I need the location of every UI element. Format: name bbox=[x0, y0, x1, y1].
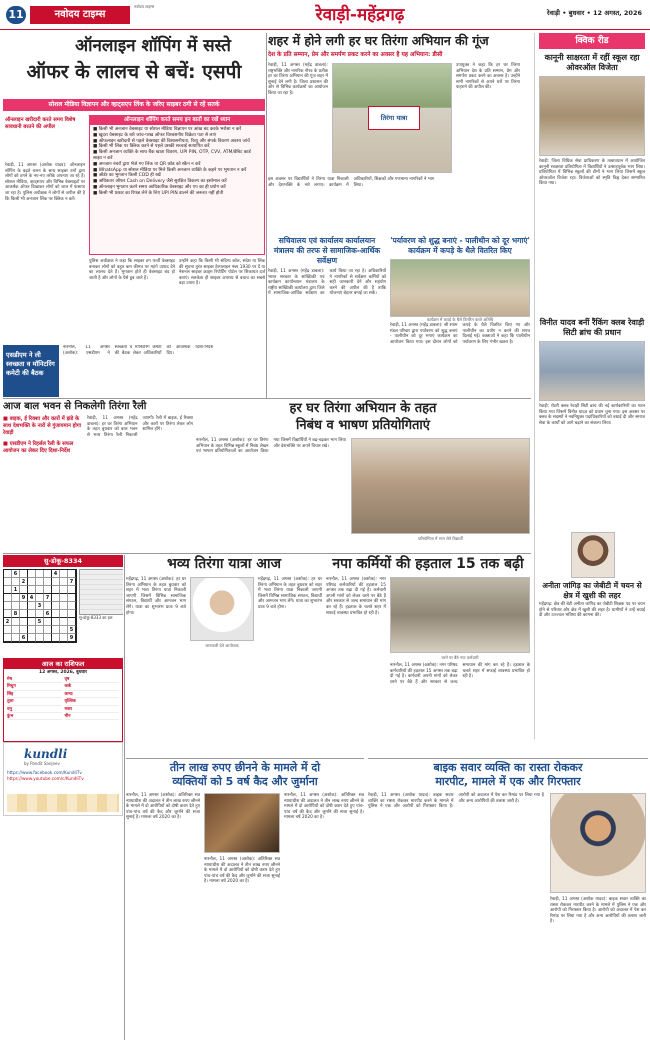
sudoku-cell[interactable] bbox=[36, 594, 44, 602]
sudoku-cell[interactable] bbox=[20, 570, 28, 578]
masthead-date: रेवाड़ी • बुधवार • 12 अगस्त, 2026 bbox=[546, 9, 642, 17]
essay-photo bbox=[351, 438, 530, 534]
masthead-sub: नवोदय टाइम्स bbox=[134, 4, 155, 9]
horoscope-sign: मिथुन bbox=[7, 684, 62, 690]
cloth-bag-text: रेवाड़ी, 11 अगस्त (महेंद्र डाबला): श्री श्याम मंडल परिवार द्वारा पर्यावरण को शुद्ध बनाएं - पालीथीन को दूर भगाएं कार्यक्रम का आयोजन किया गया। इस दौरान लोगों को कपड़े के थैले वितरित किए गए और पालीथीन का प्रयोग न करने की शपथ दिलाई गई। वक्ताओं ने कहा कि पालीथीन पर्यावरण के लिए गंभीर खतरा है। bbox=[390, 323, 530, 345]
sudoku-cell[interactable] bbox=[52, 610, 60, 618]
quick-read-text-1: रेवाड़ी: जिला विधिक सेवा प्राधिकरण के तत्वावधान में आयोजित कानूनी साक्षरता प्रतियोगिता में विद्यार्थियों ने उत्साहपूर्वक भाग लिया। प्रतियोगिता में विभिन्न स्कूलों की टीमों ने भाग लिया जिसमें स्कूल ओवरऑल विजेता रहा। विजेताओं को स्मृति चिह्न देकर सम्मानित किया गया। bbox=[539, 159, 645, 187]
sudoku-cell[interactable] bbox=[28, 634, 36, 642]
sdm-meeting-headline: एसडीएम ने ली स्वच्छता व मॉनिटरिंग कमेटी की बैठक bbox=[3, 345, 59, 397]
sudoku-cell[interactable]: 9 bbox=[20, 594, 28, 602]
sudoku-solution-grid bbox=[79, 569, 123, 615]
sudoku-cell[interactable]: 8 bbox=[12, 610, 20, 618]
yatra-text-2: महेंद्रगढ़, 11 अगस्त (अशोक): हर घर तिरंगा अभियान के तहत बुधवार को शहर में भव्य तिरंगा यात्रा निकाली जाएगी जिसमें विभिन्न सामाजिक संगठन, विद्यार्थी और आमजन भाग लेंगे। यात्रा का शुभारंभ प्रातः 9 बजे होगा। bbox=[258, 577, 322, 610]
sdm-meeting-story bbox=[3, 345, 265, 397]
yatra-text-1: महेंद्रगढ़, 11 अगस्त (अशोक): हर घर तिरंगा अभियान के तहत बुधवार को शहर में भव्य तिरंगा यात्रा निकाली जाएगी जिसमें विभिन्न सामाजिक संगठन, विद्यार्थी और आमजन भाग लेंगे। यात्रा का शुभारंभ प्रातः 9 बजे होगा। bbox=[126, 577, 186, 616]
page-number-badge: 11 bbox=[6, 6, 26, 24]
section-rule bbox=[3, 553, 531, 554]
tiranga-text-c: इस अवसर पर विद्यार्थियों ने तिरंगा यात्रा निकाली और देशभक्ति के नारे लगाए। कार्यक्रम में अधिकारियों, शिक्षकों और गणमान्य नागरिकों ने भाग लिया। bbox=[268, 177, 435, 188]
tip-item: ■ ऑनलाइन भुगतान करने समय आधिकारिक वेबसाइट और एप का ही प्रयोग करें bbox=[93, 184, 226, 190]
sudoku-cell[interactable]: 7 bbox=[44, 594, 52, 602]
sudoku-cell[interactable] bbox=[52, 626, 60, 634]
column-rule bbox=[124, 555, 125, 1040]
quick-read-headline-1: कानूनी साक्षरता में रहीं स्कूल रहा ओवरऑल विजेता bbox=[544, 53, 640, 72]
quick-read-text-3: महेंद्रगढ़: क्षेत्र की बेटी अनीता जांगिड़ का जेबीटी शिक्षक पद पर चयन होने से परिवार और क्षेत्र में खुशी की लहर है। ग्रामीणों ने उन्हें बधाई दी और उज्ज्वल भविष्य की कामना की। bbox=[539, 602, 645, 619]
horoscope-sign: कन्या bbox=[65, 692, 120, 698]
sudoku-cell[interactable] bbox=[68, 618, 76, 626]
tip-item: ■ ऑर्डर का भुगतान किसी COD ही रखें bbox=[93, 173, 161, 179]
sudoku-cell[interactable] bbox=[4, 610, 12, 618]
survey-headline: सचिवालय एवं कार्यालय कार्यालयान मंत्रालय की तरफ से सामाजिक-आर्थिक सर्वेक्षण bbox=[273, 236, 381, 265]
sudoku-cell[interactable] bbox=[4, 586, 12, 594]
sudoku-grid[interactable] bbox=[3, 569, 77, 643]
sudoku-cell[interactable] bbox=[20, 610, 28, 618]
kundli-advert bbox=[3, 742, 123, 816]
tip-item: ■ अधिकतर ऑफर Cash on Delivery जैसे सुरक्षित विकल्प का इस्तेमाल करें bbox=[93, 179, 227, 185]
kundli-tag: by Pandit Sanjeev bbox=[24, 761, 60, 766]
sudoku-cell[interactable] bbox=[20, 586, 28, 594]
essay-headline-1: हर घर तिरंगा अभियान के तहत bbox=[289, 401, 437, 416]
sudoku-cell[interactable] bbox=[12, 578, 20, 586]
section-rule bbox=[3, 398, 531, 399]
sudoku-cell[interactable]: 6 bbox=[44, 610, 52, 618]
shopping-story bbox=[3, 33, 265, 343]
horoscope-sign: वृश्चिक bbox=[65, 699, 120, 705]
quick-read-photo-1 bbox=[539, 76, 645, 156]
sudoku-cell[interactable] bbox=[44, 586, 52, 594]
strike-text-2: नारनौल, 11 अगस्त (अशोक): नगर परिषद कर्मचारियों की हड़ताल 15 अगस्त तक बढ़ा दी गई है। कर्मचारी अपनी मांगों को लेकर धरने पर बैठे हैं और सरकार से जल्द समाधान की मांग कर रहे हैं। हड़ताल के चलते शहर में सफाई व्यवस्था प्रभावित हो रही है। bbox=[390, 663, 530, 685]
horoscope-sign: मकर bbox=[65, 707, 120, 713]
horoscope-panel bbox=[3, 658, 123, 742]
horoscope-sign: कुंभ bbox=[7, 714, 62, 720]
sudoku-cell[interactable] bbox=[28, 618, 36, 626]
rally-point: ■ एसडीएम ने रिहर्सल रैली के सफल आयोजन का लेकर दिए दिशा-निर्देश bbox=[3, 441, 74, 454]
court-text-3: नारनौल, 11 अगस्त (अशोक): अतिरिक्त सत्र न्यायाधीश की अदालत ने तीन लाख रुपए छीनने के मामले में दो आरोपियों को दोषी करार देते हुए पांच-पांच वर्ष की कैद और जुर्माने की सजा सुनाई है। मामला वर्ष 2020 का है। bbox=[284, 793, 364, 821]
sudoku-cell[interactable] bbox=[36, 578, 44, 586]
tiranga-rally-photo bbox=[332, 63, 452, 173]
tip-item: ■ खुदरा वेबसाइट के बारे जांच-परख ऑफर विश्वसनीय विक्रेता पता से लाएं bbox=[93, 132, 217, 138]
rally-text: रेवाड़ी, 11 अगस्त (महेंद्र डाबला): हर घर तिरंगा अभियान के तहत बुधवार को बाल भवन से भव्य तिरंगा रैली निकाली जाएगी। रैली में बाइक, ई रिक्शा और कारों पर तिरंगा लेकर लोग शामिल होंगे। bbox=[87, 416, 193, 438]
sudoku-panel bbox=[3, 555, 123, 655]
sudoku-cell[interactable] bbox=[4, 634, 12, 642]
brand-logo: नवोदय टाइम्स bbox=[30, 6, 130, 24]
cloth-bag-caption: कार्यक्रम में कपड़े के थैले वितरित करते अतिथि bbox=[426, 317, 494, 322]
horoscope-date: 12 अगस्त, 2026, बुधवार bbox=[38, 670, 88, 675]
sudoku-cell[interactable] bbox=[28, 578, 36, 586]
bike-headline-1: बाइक सवार व्यक्ति का रास्ता रोककर bbox=[433, 761, 583, 774]
sudoku-cell[interactable] bbox=[4, 602, 12, 610]
court-text-1: नारनौल, 11 अगस्त (अशोक): अतिरिक्त सत्र न्यायाधीश की अदालत ने तीन लाख रुपए छीनने के मामले में दो आरोपियों को दोषी करार देते हुए पांच-पांच वर्ष की कैद और जुर्माने की सजा सुनाई है। मामला वर्ष 2020 का है। bbox=[126, 793, 200, 821]
shopping-text-left: रेवाड़ी, 11 अगस्त (अशोक यादव): ऑनलाइन शॉपिंग के बढ़ते चलन के साथ साइबर ठगों द्वारा लोगों को ठगने के नए-नए तरीके अपनाए जा रहे हैं। सोशल मीडिया, व्हाट्सएप और विभिन्न वेबसाइटों पर आकर्षक ऑफर दिखाकर लोगों को जाल में फंसाया जा रहा है। पुलिस अधीक्षक ने लोगों से अपील की है कि किसी भी अनजान लिंक पर क्लिक न करें। bbox=[5, 163, 85, 202]
tip-item: ■ किसी भी लिंक पर क्लिक करने से पहले उसकी सच्चाई सत्यापित करें bbox=[93, 144, 210, 150]
tips-box-title: ऑनलाइन शॉपिंग करते समय इन बातों का रखें ध्यान bbox=[90, 116, 264, 125]
quick-read-text-2: रेवाड़ी: रोटरी क्लब रेवाड़ी सिटी ब्रांच की नई कार्यकारिणी का गठन किया गया जिसमें विनीत यादव को प्रधान चुना गया। इस अवसर पर क्लब के सदस्यों ने नवनियुक्त पदाधिकारियों को बधाई दी और समाज सेवा के कार्यों को आगे बढ़ाने का संकल्प लिया। bbox=[539, 404, 645, 426]
sudoku-cell[interactable] bbox=[44, 634, 52, 642]
quick-read-headline-2: विनीत यादव बनीं रैंकिंग क्लब रेवाड़ी सिटी ब्रांच की प्रधान bbox=[539, 318, 645, 337]
kundli-promo bbox=[7, 794, 119, 812]
sudoku-title: सु-डोकू-8334 bbox=[3, 555, 123, 567]
sudoku-cell[interactable] bbox=[28, 602, 36, 610]
tiranga-subhead: देश के प्रति सम्मान, प्रेम और समर्पण प्रकट करने का अवसर है यह अभियान: डीसी bbox=[268, 52, 443, 58]
sudoku-note: सु-डोकू-8333 का हल bbox=[79, 615, 113, 620]
sudoku-cell[interactable] bbox=[44, 618, 52, 626]
column-rule bbox=[266, 33, 267, 398]
cloth-bag-headline: 'पर्यावरण को शुद्ध बनाएं - पालीथीन को दूर भगाएं' कार्यक्रम में कपड़े के थैले वितरित किए bbox=[390, 236, 530, 255]
tiranga-yatra-story bbox=[126, 555, 322, 755]
kundli-logo: kundli bbox=[24, 747, 68, 761]
sudoku-cell[interactable] bbox=[36, 610, 44, 618]
sudoku-cell[interactable]: 5 bbox=[36, 618, 44, 626]
essay-caption: प्रतियोगिता में भाग लेते विद्यार्थी bbox=[418, 536, 463, 541]
survey-text: रेवाड़ी, 11 अगस्त (महेंद्र डाबला): भारत सरकार के सांख्यिकी एवं कार्यक्रम कार्यान्वयन मंत्रालय के राष्ट्रीय सांख्यिकी कार्यालय द्वारा जिले में सामाजिक-आर्थिक सर्वेक्षण का कार्य किया जा रहा है। अधिकारियों ने नागरिकों से सर्वेक्षण कर्मियों को सही जानकारी देने और सहयोग करने की अपील की है ताकि योजनाएं बेहतर बनाई जा सकें। bbox=[268, 269, 386, 297]
court-text-2: नारनौल, 11 अगस्त (अशोक): अतिरिक्त सत्र न्यायाधीश की अदालत ने तीन लाख रुपए छीनने के मामले में दो आरोपियों को दोषी करार देते हुए पांच-पांच वर्ष की कैद और जुर्माने की सजा सुनाई है। मामला वर्ष 2020 का है। bbox=[204, 857, 280, 885]
essay-competition-story bbox=[196, 400, 530, 550]
rally-headline: आज बाल भवन से निकलेगी तिरंगा रैली bbox=[3, 401, 147, 412]
sudoku-cell[interactable] bbox=[12, 602, 20, 610]
shopping-strap: सोशल मीडिया विज्ञापन और व्हाट्सएप लिंक के जरिए साइबर ठगी से रहें सतर्क bbox=[3, 99, 265, 111]
sudoku-cell[interactable]: 2 bbox=[20, 578, 28, 586]
horoscope-sign: मीन bbox=[65, 714, 120, 720]
court-gavel-image bbox=[204, 793, 280, 853]
court-headline-2: व्यक्तियों को 5 वर्ष कैद और जुर्माना bbox=[172, 775, 318, 788]
sudoku-cell[interactable] bbox=[68, 570, 76, 578]
bike-headline-2: मारपीट, मामले में एक और गिरफ्तार bbox=[435, 775, 581, 788]
sudoku-cell[interactable] bbox=[28, 626, 36, 634]
sudoku-cell[interactable] bbox=[44, 570, 52, 578]
tiranga-text-a: रेवाड़ी, 11 अगस्त (महेंद्र डाबला): राष्ट्रभक्ति और नागरिक गौरव के प्रतीक हर घर तिरंगा अभियान की गूंज शहर में सुनाई देने लगी है। जिला प्रशासन की ओर से विभिन्न कार्यक्रमों का आयोजन किया जा रहा है। bbox=[268, 63, 328, 96]
sudoku-cell[interactable] bbox=[44, 626, 52, 634]
quick-read-label: क्विक रीड bbox=[539, 33, 645, 49]
sudoku-cell[interactable] bbox=[60, 634, 68, 642]
tiranga-story bbox=[268, 33, 520, 233]
court-headline-1: तीन लाख रुपए छीनने के मामले में दो bbox=[169, 761, 321, 774]
sudoku-cell[interactable] bbox=[36, 586, 44, 594]
sudoku-cell[interactable] bbox=[28, 570, 36, 578]
sudoku-cell[interactable] bbox=[52, 578, 60, 586]
sudoku-cell[interactable] bbox=[12, 618, 20, 626]
sudoku-cell[interactable] bbox=[60, 586, 68, 594]
sudoku-cell[interactable]: 5 bbox=[68, 626, 76, 634]
sudoku-cell[interactable] bbox=[4, 594, 12, 602]
horoscope-sign: कर्क bbox=[65, 684, 120, 690]
horoscope-sign: मेष bbox=[7, 677, 62, 683]
strike-headline: नपा कर्मियों की हड़ताल 15 तक बढ़ी bbox=[332, 556, 524, 572]
sudoku-cell[interactable] bbox=[12, 594, 20, 602]
sudoku-cell[interactable] bbox=[60, 602, 68, 610]
sudoku-cell[interactable]: 6 bbox=[12, 570, 20, 578]
kundli-link-1[interactable]: https://www.facebook.com/KundliTv bbox=[7, 770, 82, 775]
sudoku-cell[interactable]: 3 bbox=[36, 602, 44, 610]
strike-photo bbox=[390, 577, 530, 653]
sudoku-cell[interactable] bbox=[4, 626, 12, 634]
horoscope-grid bbox=[4, 676, 122, 721]
yatra-headline: भव्य तिरंगा यात्रा आज bbox=[166, 556, 281, 572]
sudoku-cell[interactable] bbox=[60, 594, 68, 602]
sudoku-cell[interactable] bbox=[36, 570, 44, 578]
survey-story bbox=[268, 236, 386, 396]
sudoku-cell[interactable] bbox=[68, 586, 76, 594]
court-verdict-story bbox=[126, 758, 364, 1041]
rally-banner: तिरंगा यात्रा bbox=[368, 106, 420, 130]
masthead-rule bbox=[0, 29, 650, 30]
shopping-text-right: उन्होंने कहा कि किसी भी संदिग्ध कॉल, संदेश या लिंक की सूचना तुरंत साइबर हेल्पलाइन नंबर 1930 पर दें या नेशनल साइबर क्राइम रिपोर्टिंग पोर्टल पर शिकायत दर्ज कराएं। सतर्कता ही साइबर अपराध से बचाव का सबसे बड़ा उपाय है। bbox=[179, 259, 265, 287]
shopping-headline-2: ऑफर के लालच से बचें: एसपी bbox=[26, 61, 242, 83]
masthead bbox=[0, 0, 650, 30]
tiranga-text-b: उपायुक्त ने कहा कि हर घर तिरंगा अभियान देश के प्रति सम्मान, प्रेम और समर्पण प्रकट करने का अवसर है। उन्होंने सभी नागरिकों से अपने घरों पर तिरंगा फहराने की अपील की। bbox=[456, 63, 520, 91]
bike-police-image bbox=[550, 793, 646, 893]
sudoku-cell[interactable] bbox=[60, 626, 68, 634]
rally-story bbox=[3, 400, 193, 550]
yatra-photo bbox=[190, 577, 254, 641]
essay-headline-2: निबंध व भाषण प्रतियोगिताएं bbox=[296, 418, 430, 433]
sudoku-cell[interactable] bbox=[60, 610, 68, 618]
cloth-bag-story bbox=[390, 236, 530, 396]
tip-item: ■ अनजान नंबरों द्वारा भेजे गए लिंक या QR कोड को स्कैन न करें bbox=[93, 161, 201, 167]
section-title: रेवाड़ी-महेंद्रगढ़ bbox=[315, 5, 405, 25]
sudoku-cell[interactable] bbox=[20, 618, 28, 626]
cloth-bag-photo bbox=[390, 259, 530, 317]
sudoku-cell[interactable] bbox=[4, 578, 12, 586]
bike-assault-story bbox=[368, 758, 648, 1041]
horoscope-sign: तुला bbox=[7, 699, 62, 705]
essay-text: नारनौल, 11 अगस्त (अशोक): हर घर तिरंगा अभियान के तहत विभिन्न स्कूलों में निबंध लेखन एवं भाषण प्रतियोगिताओं का आयोजन किया गया जिसमें विद्यार्थियों ने बढ़-चढ़कर भाग लिया और देशभक्ति पर अपने विचार रखे। bbox=[196, 438, 346, 455]
tiranga-headline: शहर में होने लगी हर घर तिरंगा अभियान की गूंज bbox=[268, 33, 489, 48]
sudoku-cell[interactable]: 2 bbox=[4, 618, 12, 626]
tip-item: ■ किसी भी प्रकार का रिफंड लेने के लिए UPI PIN डालने की जरूरत नहीं होती bbox=[93, 190, 224, 196]
tip-item: ■ WhatsApp या सोशल मीडिया पर मिले किसी अनजान व्यक्ति के कहने पर भुगतान न करें bbox=[93, 167, 247, 173]
shopping-tips-box bbox=[89, 115, 265, 255]
sudoku-cell[interactable] bbox=[52, 586, 60, 594]
kundli-link-2[interactable]: https://www.youtube.com/c/KundliTv bbox=[7, 776, 84, 781]
sudoku-cell[interactable] bbox=[36, 626, 44, 634]
sudoku-cell[interactable] bbox=[36, 634, 44, 642]
yatra-caption: जानकारी देते आयोजक bbox=[205, 643, 239, 648]
sudoku-cell[interactable] bbox=[52, 602, 60, 610]
sudoku-cell[interactable] bbox=[20, 602, 28, 610]
sudoku-cell[interactable]: 4 bbox=[28, 594, 36, 602]
sudoku-cell[interactable] bbox=[20, 626, 28, 634]
bike-text: रेवाड़ी, 11 अगस्त (अशोक यादव): बाइक सवार व्यक्ति का रास्ता रोककर मारपीट करने के मामले में पुलिस ने एक और आरोपी को गिरफ्तार किया है। आरोपी को अदालत में पेश कर रिमांड पर लिया गया है और अन्य आरोपियों की तलाश जारी है। bbox=[368, 793, 544, 810]
sudoku-cell[interactable] bbox=[28, 586, 36, 594]
strike-text-1: नारनौल, 11 अगस्त (अशोक): नगर परिषद कर्मचारियों की हड़ताल 15 अगस्त तक बढ़ा दी गई है। कर्मचारी अपनी मांगों को लेकर धरने पर बैठे हैं और सरकार से जल्द समाधान की मांग कर रहे हैं। हड़ताल के चलते शहर में सफाई व्यवस्था प्रभावित हो रही है। bbox=[326, 577, 386, 616]
sudoku-cell[interactable] bbox=[4, 570, 12, 578]
sudoku-cell[interactable] bbox=[52, 594, 60, 602]
horoscope-sign: वृष bbox=[65, 677, 120, 683]
quick-read-headline-3: अनीता जांगिड़ का जेबीटी में चयन से क्षेत्र में खुशी की लहर bbox=[542, 581, 642, 600]
shopping-text-mid: पुलिस अधीक्षक ने कहा कि साइबर ठग फर्जी वेबसाइट बनाकर लोगों को बहुत कम कीमत पर महंगे उत्पाद देने का लालच देते हैं। भुगतान होते ही वेबसाइट बंद हो जाती है और लोगों के पैसे डूब जाते हैं। bbox=[89, 259, 175, 281]
sudoku-cell[interactable]: 6 bbox=[20, 634, 28, 642]
sudoku-cell[interactable] bbox=[60, 618, 68, 626]
sudoku-cell[interactable]: 9 bbox=[68, 634, 76, 642]
sudoku-cell[interactable] bbox=[52, 618, 60, 626]
sudoku-cell[interactable]: 1 bbox=[12, 586, 20, 594]
strike-caption: धरने पर बैठे नपा कर्मचारी bbox=[441, 655, 479, 660]
sudoku-cell[interactable]: 7 bbox=[68, 578, 76, 586]
tip-item: ■ किसी भी अनजान वेबसाइट या सोशल मीडिया विज्ञापन पर आंख बंद करके भरोसा न करें bbox=[93, 127, 242, 132]
sudoku-cell[interactable] bbox=[68, 610, 76, 618]
sudoku-cell[interactable] bbox=[12, 626, 20, 634]
strike-story bbox=[326, 555, 646, 755]
sudoku-cell[interactable] bbox=[44, 578, 52, 586]
shopping-side-point: ऑनलाइन खरीदारी करते समय विशेष सावधानी बरतने की अपील bbox=[5, 117, 76, 130]
tip-item: ■ ऑफलाइन खरीदारी से पहले वेबसाइट की विश्वसनीयता, रिव्यू और संपर्क विवरण अवश्य जांचें bbox=[93, 138, 250, 144]
sdm-meeting-text: नारनौल, 11 अगस्त (अशोक): एसडीएम ने स्वच्छता व मॉनिटरिंग कमेटी की बैठक लेकर अधिकारियों को आवश्यक दिशा-निर्देश दिए। bbox=[63, 345, 214, 356]
bike-text-2: रेवाड़ी, 11 अगस्त (अशोक यादव): बाइक सवार व्यक्ति का रास्ता रोककर मारपीट करने के मामले में पुलिस ने एक और आरोपी को गिरफ्तार किया है। आरोपी को अदालत में पेश कर रिमांड पर लिया गया है और अन्य आरोपियों की तलाश जारी है। bbox=[550, 897, 646, 925]
sudoku-cell[interactable] bbox=[68, 602, 76, 610]
horoscope-sign: धनु bbox=[7, 707, 62, 713]
horoscope-sign: सिंह bbox=[7, 692, 62, 698]
rally-point: ■ बाइक, ई रिक्शा और कारों में झंडे के साथ देशभक्ति के नारों से गुंजायमान होगा रेवाड़ी bbox=[3, 416, 81, 436]
shopping-headline-1: ऑनलाइन शॉपिंग में सस्ते bbox=[75, 36, 231, 56]
sudoku-cell[interactable] bbox=[60, 578, 68, 586]
sudoku-cell[interactable] bbox=[60, 570, 68, 578]
quick-read-photo-2 bbox=[539, 341, 645, 401]
sudoku-cell[interactable] bbox=[44, 602, 52, 610]
sudoku-cell[interactable] bbox=[28, 610, 36, 618]
tip-item: ■ किसी अनजान व्यक्ति के साथ बैंक खाता विवरण, UPI PIN, OTP, CVV, ATM/डेबिट कार्ड साझा न करें bbox=[93, 150, 251, 161]
sudoku-cell[interactable] bbox=[68, 594, 76, 602]
sudoku-cell[interactable]: 4 bbox=[52, 570, 60, 578]
sudoku-cell[interactable] bbox=[52, 634, 60, 642]
horoscope-title: आज का राशिफल bbox=[4, 659, 122, 669]
sudoku-cell[interactable] bbox=[12, 634, 20, 642]
